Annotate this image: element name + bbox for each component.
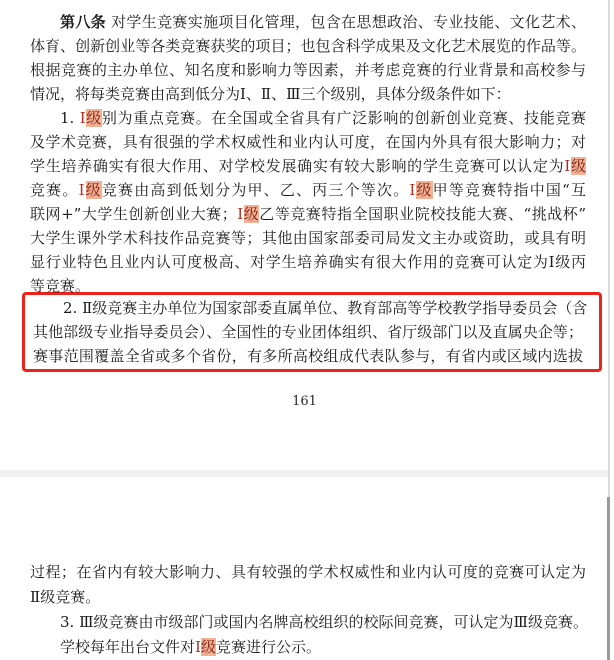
text-segment: 等竞赛。 xyxy=(30,277,91,295)
search-highlight: Ⅰ xyxy=(564,157,571,175)
text-line xyxy=(30,10,586,34)
search-highlight: 级 xyxy=(570,157,586,175)
text-segment: 其他部级专业指导委员会）、全国性的专业团体组织、省厅级部门以及直属央企等； xyxy=(33,323,583,341)
text-line xyxy=(33,344,583,368)
text-segment: 大学生课外学术科技作品竞赛等；其他由国家部委司局发文主办或资助，或具有明 xyxy=(30,229,586,247)
text-segment: 情况，将每类竞赛由高到低分为Ⅰ、Ⅱ、Ⅲ三个级别，具体分级条件如下： xyxy=(30,85,511,103)
text-segment: 赛事范围覆盖全省或多个省份，有多所高校组成代表队参与，有省内或区域内选拔 xyxy=(33,347,583,365)
text-segment: 体育、创新创业等各类竞赛获奖的项目；也包含科学成果及文化艺术展览的作品等。 xyxy=(30,37,586,55)
text-segment: 竞赛进行公示。 xyxy=(215,638,321,656)
page-separator xyxy=(0,470,609,477)
text-segment: 3. Ⅲ级竞赛由市级部门或国内名牌高校组织的校际间竞赛，可认定为Ⅲ级竞赛。 xyxy=(60,613,589,631)
text-line xyxy=(30,585,586,610)
text-line xyxy=(30,106,586,130)
document-page-bottom xyxy=(30,560,589,660)
text-segment: 竞赛由高到低划分为甲、乙、丙三个等次。 xyxy=(101,181,410,199)
text-segment: 联网+”大学生创新创业大赛； xyxy=(30,205,237,223)
text-line xyxy=(30,82,586,106)
text-segment: 甲等竞赛特指中国“互 xyxy=(432,181,586,199)
text-segment: 对学生竞赛实施项目化管理，包含在思想政治、专业技能、文化艺术、 xyxy=(106,13,586,31)
text-line xyxy=(30,610,589,635)
paragraph-block xyxy=(30,10,586,298)
text-segment: 根据竞赛的主办单位、知名度和影响力等因素，并考虑竞赛的行业背景和高校参与 xyxy=(30,61,586,79)
search-highlight: Ⅰ xyxy=(79,109,87,127)
text-segment: 1. xyxy=(60,109,80,127)
search-highlight: Ⅰ xyxy=(78,181,86,199)
search-highlight: 级 xyxy=(85,181,102,199)
search-highlight: 级 xyxy=(86,109,102,127)
text-line xyxy=(30,130,586,154)
text-segment: 乙等竞赛特指全国职业院校技能大赛、“挑战杯” xyxy=(259,205,586,223)
text-line xyxy=(30,226,586,250)
text-segment: 别为重点竞赛。在全国或全省具有广泛影响的创新创业竞赛、技能竞赛 xyxy=(101,109,586,127)
search-highlight: Ⅰ xyxy=(236,205,244,223)
text-segment: 学校每年出台文件对 xyxy=(60,638,196,656)
text-segment: 第八条 xyxy=(60,13,106,31)
page-number: 161 xyxy=(292,394,317,409)
text-segment: Ⅱ级竞赛。 xyxy=(30,588,101,606)
text-line xyxy=(30,560,586,585)
text-line xyxy=(30,58,586,82)
text-line xyxy=(33,320,583,344)
text-line xyxy=(30,154,586,178)
text-segment: 竞赛。 xyxy=(30,181,79,199)
text-line xyxy=(30,202,586,226)
text-line xyxy=(30,34,586,58)
red-annotation-box xyxy=(22,292,602,372)
search-highlight: 级 xyxy=(243,205,260,223)
search-highlight: 级 xyxy=(200,638,216,656)
text-segment: 2. Ⅱ级竞赛主办单位为国家部委直属单位、教育部高等学校教学指导委员会（含 xyxy=(63,299,588,317)
text-segment: 过程；在省内有较大影响力、具有较强的学术权威性和业内认可度的竞赛可认定为 xyxy=(30,563,586,581)
text-line xyxy=(30,635,586,660)
document-page-top xyxy=(30,10,586,372)
text-line xyxy=(30,250,586,274)
search-highlight: 级 xyxy=(416,181,433,199)
text-line xyxy=(33,296,588,320)
text-segment: 及学术竞赛，具有很强的学术权威性和业内认可度，在国内外具有很大影响力；对 xyxy=(30,133,586,151)
text-line xyxy=(30,178,586,202)
search-highlight: Ⅰ xyxy=(195,638,201,656)
text-segment: 显行业特色且业内认可度极高、对学生培养确实有很大作用的竞赛可认定为Ⅰ级丙 xyxy=(30,253,586,271)
text-segment: 学生培养确实有很大作用、对学校发展确实有较大影响的学生竞赛可以认定为 xyxy=(30,157,565,175)
scrollbar-thumb[interactable] xyxy=(607,497,610,660)
search-highlight: Ⅰ xyxy=(409,181,417,199)
